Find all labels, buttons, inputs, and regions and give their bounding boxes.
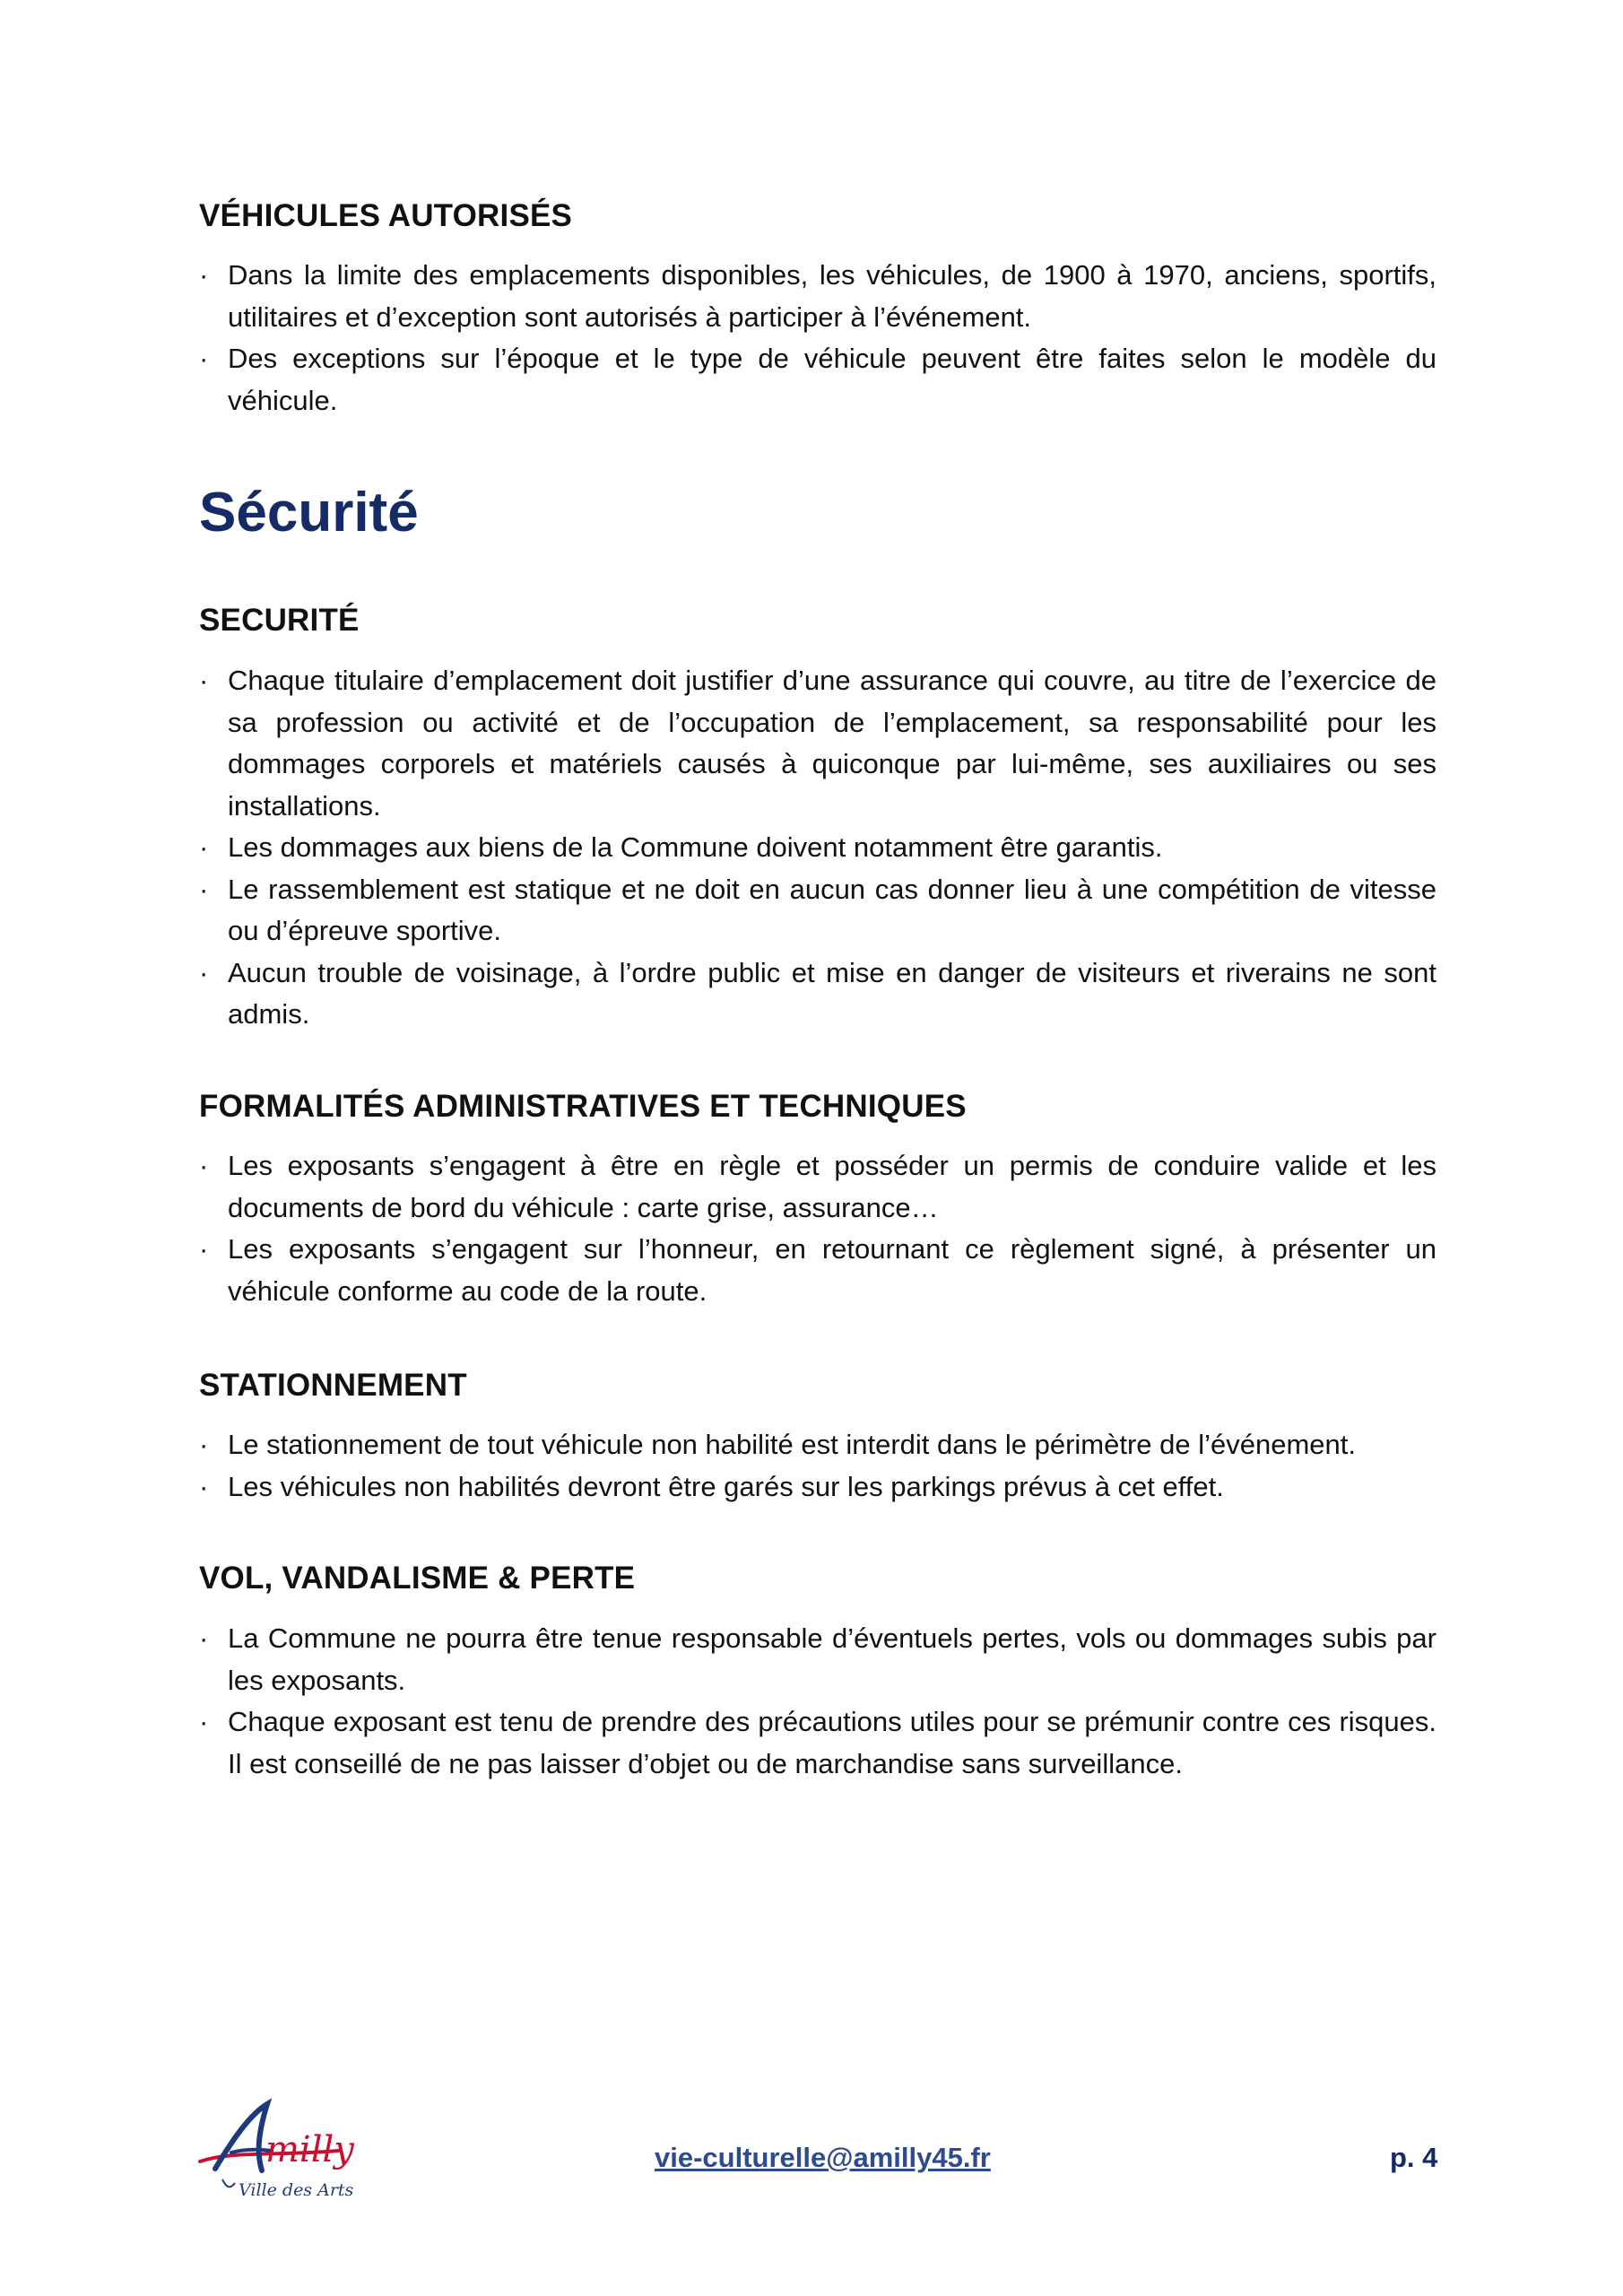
bullet-dot: · <box>199 1706 209 1737</box>
formalites-list <box>199 1145 1436 1312</box>
list-item-text: Les exposants s’engagent sur l’honneur, en retournant ce règlement signé, à présenter un véhicule conforme au code de la route. <box>228 1233 1436 1307</box>
section-heading-vol: VOL, VANDALISME & PERTE <box>199 1561 636 1596</box>
list-item-text: Les dommages aux biens de la Commune doivent notamment être garantis. <box>228 831 1163 863</box>
securite-list <box>199 660 1436 1036</box>
page-title: Sécurité <box>199 482 419 544</box>
bullet-dot: · <box>199 259 209 291</box>
page-number: p. 4 <box>1390 2142 1438 2173</box>
bullet-dot: · <box>199 1429 209 1460</box>
vehicules-list <box>199 255 1436 422</box>
list-item-text: Les véhicules non habilités devront être garés sur les parkings prévus à cet effet. <box>228 1470 1224 1502</box>
list-item-text: Le stationnement de tout véhicule non habilité est interdit dans le périmètre de l’événement. <box>228 1429 1356 1460</box>
list-item <box>199 660 1436 827</box>
list-item-text: Aucun trouble de voisinage, à l’ordre public et mise en danger de visiteurs et riverains ne sont admis. <box>228 956 1436 1030</box>
list-item <box>199 1466 1436 1509</box>
vol-list <box>199 1618 1436 1785</box>
section-heading-vehicules: VÉHICULES AUTORISÉS <box>199 198 573 233</box>
list-item <box>199 255 1436 338</box>
list-item <box>199 1424 1436 1466</box>
bullet-dot: · <box>199 665 209 696</box>
svg-text:Ville des Arts: Ville des Arts <box>239 2180 354 2200</box>
list-item <box>199 1618 1436 1701</box>
bullet-dot: · <box>199 1622 209 1654</box>
bullet-dot: · <box>199 343 209 374</box>
amilly-logo <box>195 2097 366 2213</box>
section-heading-securite: SECURITÉ <box>199 603 360 638</box>
bullet-dot: · <box>199 831 209 863</box>
list-item-text: Dans la limite des emplacements disponibles, les véhicules, de 1900 à 1970, anciens, sportifs, utilitaires et d’exception sont autorisés à participer à l’événement. <box>228 259 1436 333</box>
list-item <box>199 1701 1436 1785</box>
bullet-dot: · <box>199 1470 209 1502</box>
contact-email-link[interactable]: vie-culturelle@amilly45.fr <box>655 2142 991 2173</box>
stationnement-list <box>199 1424 1436 1508</box>
list-item-text: Chaque exposant est tenu de prendre des précautions utiles pour se prémunir contre ces risques. Il est conseillé de ne pas laisser d’objet ou de marchandise sans surveillance. <box>228 1706 1436 1779</box>
list-item <box>199 1145 1436 1229</box>
list-item-text: Le rassemblement est statique et ne doit en aucun cas donner lieu à une compétition de vitesse ou d’épreuve sportive. <box>228 873 1436 946</box>
bullet-dot: · <box>199 1150 209 1181</box>
bullet-dot: · <box>199 1233 209 1265</box>
list-item <box>199 1229 1436 1312</box>
bullet-dot: · <box>199 873 209 905</box>
amilly-logo-icon <box>195 2097 366 2213</box>
list-item-text: La Commune ne pourra être tenue responsable d’éventuels pertes, vols ou dommages subis par les exposants. <box>228 1622 1436 1696</box>
list-item <box>199 827 1436 869</box>
svg-text:milly: milly <box>265 2129 354 2170</box>
page-footer <box>0 2090 1623 2215</box>
section-heading-stationnement: STATIONNEMENT <box>199 1368 467 1403</box>
list-item-text: Chaque titulaire d’emplacement doit justifier d’une assurance qui couvre, au titre de l’exercice de sa profession ou activité et de l’occupation de l’emplacement, sa responsabilité pour les dommages corporels et matériels causés à quiconque par lui-même, ses auxiliaires ou ses installations. <box>228 665 1436 822</box>
list-item-text: Des exceptions sur l’époque et le type de véhicule peuvent être faites selon le modèle du véhicule. <box>228 343 1436 416</box>
list-item-text: Les exposants s’engagent à être en règle et posséder un permis de conduire valide et les documents de bord du véhicule : carte grise, assurance… <box>228 1150 1436 1223</box>
bullet-dot: · <box>199 956 209 988</box>
section-heading-formalites: FORMALITÉS ADMINISTRATIVES ET TECHNIQUES <box>199 1089 967 1124</box>
list-item <box>199 869 1436 952</box>
list-item <box>199 338 1436 422</box>
list-item <box>199 952 1436 1036</box>
